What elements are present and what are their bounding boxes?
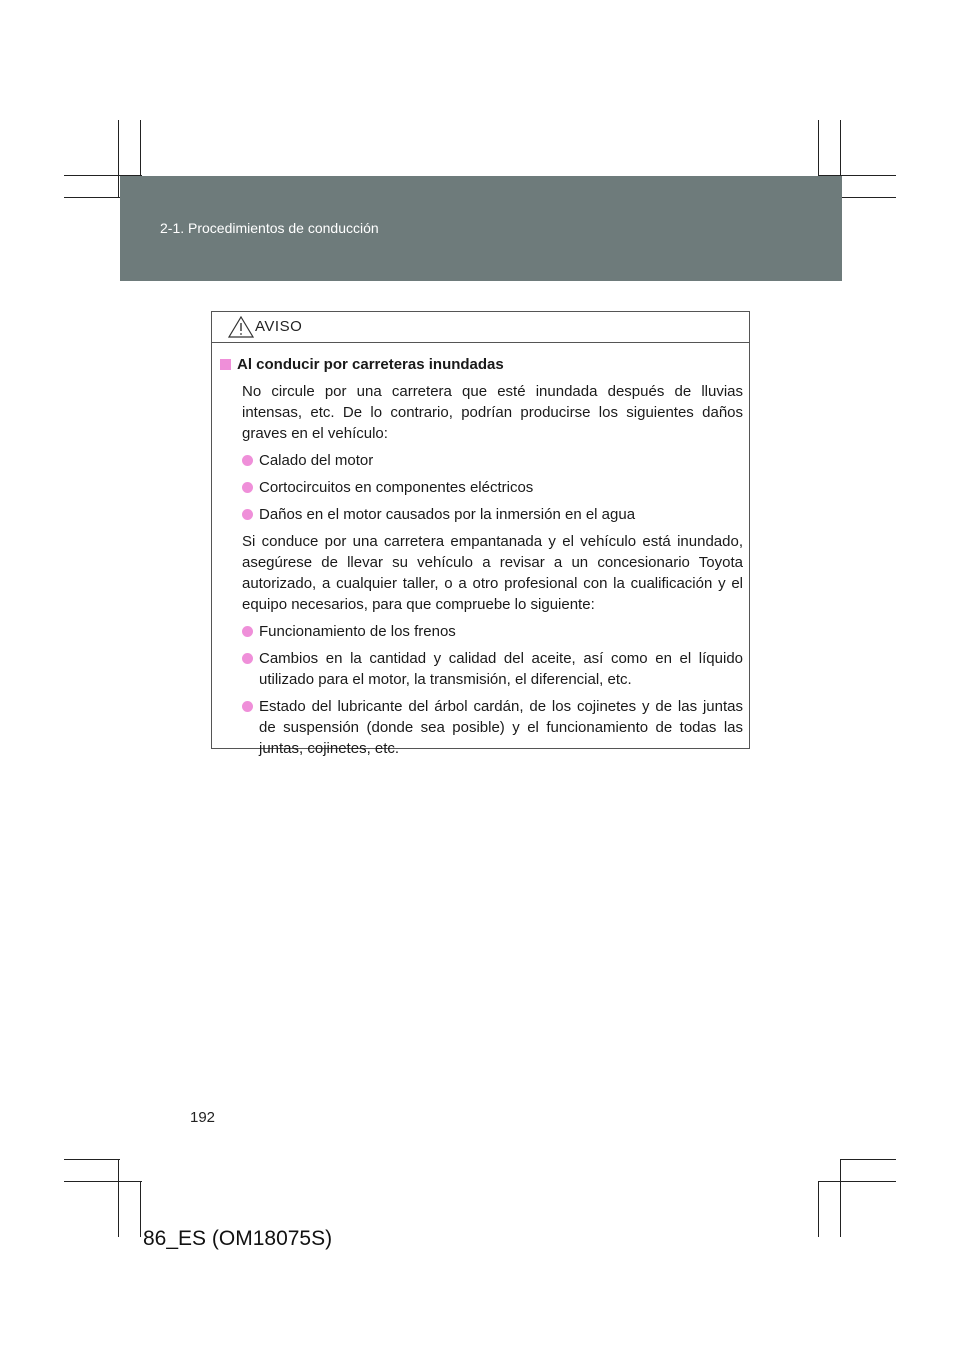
circle-bullet-icon — [242, 701, 253, 712]
list-item: Calado del motor — [242, 450, 743, 471]
list-item: Funcionamiento de los frenos — [242, 621, 743, 642]
crop-mark — [818, 1181, 896, 1182]
paragraph: No circule por una carretera que esté inundada después de lluvias intensas, etc. De lo contrario, podrían producirse los siguientes daños graves en el vehículo: — [242, 383, 743, 442]
warning-body — [212, 343, 749, 759]
crop-mark — [118, 1159, 119, 1237]
list-item: Cortocircuitos en componentes eléctricos — [242, 477, 743, 498]
warning-header — [212, 312, 749, 343]
list-item: Daños en el motor causados por la inmersión en el agua — [242, 504, 743, 525]
crop-mark — [140, 1181, 141, 1237]
circle-bullet-icon — [242, 626, 253, 637]
warning-title: AVISO — [255, 318, 303, 335]
list-item: Cambios en la cantidad y calidad del aceite, así como en el líquido utilizado para el motor, la transmisión, el diferencial, etc. — [242, 648, 743, 690]
list-item: Estado del lubricante del árbol cardán, de los cojinetes y de las juntas de suspensión (donde sea posible) y el funcionamiento de todas las juntas, cojinetes, etc. — [242, 696, 743, 759]
square-bullet-icon — [220, 359, 231, 370]
circle-bullet-icon — [242, 653, 253, 664]
warning-heading-text: Al conducir por carreteras inundadas — [237, 356, 504, 373]
paragraph: Si conduce por una carretera empantanada y el vehículo está inundado, asegúrese de llevar su vehículo a revisar a un concesionario Toyota autorizado, a cualquier taller, o a otro profesional con la cualificación y el equipo necesarios, para que compruebe lo siguiente: — [242, 533, 743, 613]
document-code: 86_ES (OM18075S) — [143, 1227, 333, 1250]
crop-mark — [840, 1159, 896, 1160]
warning-triangle-icon — [228, 316, 254, 338]
warning-box — [211, 311, 750, 757]
crop-mark — [840, 1159, 841, 1237]
crop-mark — [64, 1159, 120, 1160]
section-title: 2-1. Procedimientos de conducción — [160, 220, 379, 236]
circle-bullet-icon — [242, 455, 253, 466]
circle-bullet-icon — [242, 482, 253, 493]
page-number: 192 — [190, 1109, 216, 1126]
crop-mark — [118, 120, 119, 197]
crop-mark — [64, 1181, 142, 1182]
circle-bullet-icon — [242, 509, 253, 520]
crop-mark — [818, 1181, 819, 1237]
warning-heading — [218, 354, 743, 375]
